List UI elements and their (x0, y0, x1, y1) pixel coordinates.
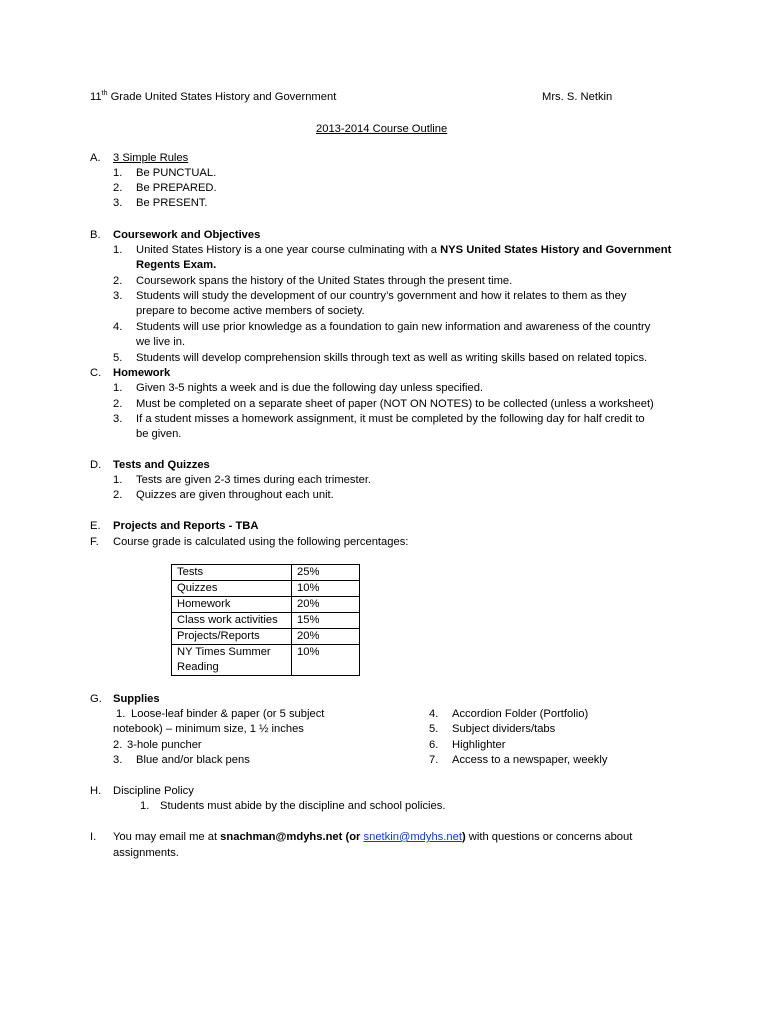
list-num: 4. (429, 708, 439, 720)
list-item (136, 243, 671, 258)
list-item: If a student misses a homework assignment, it must be completed by the following day for half credit to (136, 413, 645, 425)
list-num: 2. (113, 182, 123, 194)
email-link[interactable]: snetkin@mdyhs.net (363, 831, 462, 843)
list-item: Given 3-5 nights a week and is due the following day unless specified. (136, 382, 484, 394)
table-cell-label-line1: NY Times Summer (177, 646, 271, 658)
table-row (172, 645, 360, 676)
section-h-heading: Discipline Policy (113, 785, 194, 797)
table-cell-label: Quizzes (172, 581, 292, 597)
list-num: 3. (113, 197, 123, 209)
table-cell-label (172, 645, 292, 676)
list-num: 4. (113, 321, 123, 333)
table-cell-label: Class work activities (172, 613, 292, 629)
table-cell-label: Tests (172, 565, 292, 581)
list-num: 3. (113, 413, 123, 425)
table-cell-label-line2: Reading (177, 661, 219, 673)
list-item: Students must abide by the discipline and school policies. (160, 800, 446, 812)
list-item: Be PRESENT. (136, 197, 208, 209)
list-item-continuation: notebook) – minimum size, 1 ½ inches (113, 723, 304, 735)
grade-weights-table (171, 564, 360, 676)
list-item: Blue and/or black pens (136, 754, 250, 766)
section-g-letter: G. (90, 693, 102, 705)
item-text: United States History is a one year course culminating with a (136, 244, 441, 256)
course-title (90, 90, 336, 106)
section-c-letter: C. (90, 367, 102, 379)
outline-title: 2013-2014 Course Outline (316, 123, 448, 135)
list-item: Access to a newspaper, weekly (452, 754, 608, 766)
list-item: Quizzes are given throughout each unit. (136, 489, 334, 501)
list-item: Students will use prior knowledge as a foundation to gain new information and awareness of the country (136, 321, 651, 333)
table-cell-label: Homework (172, 597, 292, 613)
list-item: 3-hole puncher (127, 739, 202, 751)
list-num: 1. (116, 708, 126, 720)
item-bold-text: NYS United States History and Government (440, 244, 672, 256)
section-a-letter: A. (90, 152, 101, 164)
list-num: 2. (113, 739, 123, 751)
list-item: Tests are given 2-3 times during each trimester. (136, 474, 372, 486)
list-num: 3. (113, 290, 123, 302)
list-item-continuation: we live in. (136, 336, 186, 348)
list-num: 5. (429, 723, 439, 735)
section-h-letter: H. (90, 785, 102, 797)
list-item-continuation: be given. (136, 428, 182, 440)
section-b-heading: Coursework and Objectives (113, 229, 261, 241)
list-num: 2. (113, 275, 123, 287)
email-primary: snachman@mdyhs.net (220, 831, 343, 843)
section-e-letter: E. (90, 520, 101, 532)
list-item: Accordion Folder (Portfolio) (452, 708, 589, 720)
section-d-heading: Tests and Quizzes (113, 459, 210, 471)
section-a-heading: 3 Simple Rules (113, 152, 189, 164)
list-num: 1. (140, 800, 150, 812)
section-f-text: Course grade is calculated using the following percentages: (113, 536, 409, 548)
table-cell-percent: 10% (292, 645, 360, 676)
list-num: 3. (113, 754, 123, 766)
table-cell-percent: 15% (292, 613, 360, 629)
list-num: 5. (113, 352, 123, 364)
table-cell-percent: 20% (292, 629, 360, 645)
list-item: Be PUNCTUAL. (136, 167, 217, 179)
table-row (172, 613, 360, 629)
section-i-letter: I. (90, 831, 97, 843)
teacher-name: Mrs. S. Netkin (542, 91, 613, 103)
list-item: Students will study the development of our country’s government and how it relates to them as they (136, 290, 627, 302)
list-num: 1. (113, 167, 123, 179)
contact-text: ) (461, 831, 466, 843)
section-f-letter: F. (90, 536, 99, 548)
list-item: Coursework spans the history of the United States through the present time. (136, 275, 513, 287)
contact-text: You may email me at (113, 831, 221, 843)
contact-text: (or (342, 831, 364, 843)
table-cell-label: Projects/Reports (172, 629, 292, 645)
list-num: 6. (429, 739, 439, 751)
table-row (172, 581, 360, 597)
item-bold-continuation: Regents Exam. (136, 259, 217, 271)
list-item-continuation: prepare to become active members of society. (136, 305, 365, 317)
list-num: 7. (429, 754, 439, 766)
table-row (172, 565, 360, 581)
contact-line-continuation: assignments. (113, 847, 179, 859)
list-item: Be PREPARED. (136, 182, 217, 194)
table-cell-percent: 10% (292, 581, 360, 597)
list-item: Subject dividers/tabs (452, 723, 556, 735)
table-row (172, 597, 360, 613)
list-item: Loose-leaf binder & paper (or 5 subject (131, 708, 325, 720)
list-num: 1. (113, 382, 123, 394)
section-c-heading: Homework (113, 367, 171, 379)
grade-number: 11 (90, 91, 102, 103)
list-item: Students will develop comprehension skills through text as well as writing skills based on related topics. (136, 352, 648, 364)
list-item: Highlighter (452, 739, 506, 751)
section-b-letter: B. (90, 229, 101, 241)
list-num: 2. (113, 489, 123, 501)
list-num: 1. (113, 474, 123, 486)
list-num: 2. (113, 398, 123, 410)
contact-line (113, 830, 632, 845)
list-item: Must be completed on a separate sheet of paper (NOT ON NOTES) to be collected (unless a worksheet) (136, 398, 654, 410)
section-e-heading: Projects and Reports - TBA (113, 520, 259, 532)
table-cell-percent: 25% (292, 565, 360, 581)
section-g-heading: Supplies (113, 693, 160, 705)
grade-superscript: th (101, 90, 108, 97)
course-title-text: Grade United States History and Government (107, 91, 337, 103)
section-d-letter: D. (90, 459, 102, 471)
list-num: 1. (113, 244, 123, 256)
table-cell-percent: 20% (292, 597, 360, 613)
table-row (172, 629, 360, 645)
contact-text: with questions or concerns about (465, 831, 633, 843)
